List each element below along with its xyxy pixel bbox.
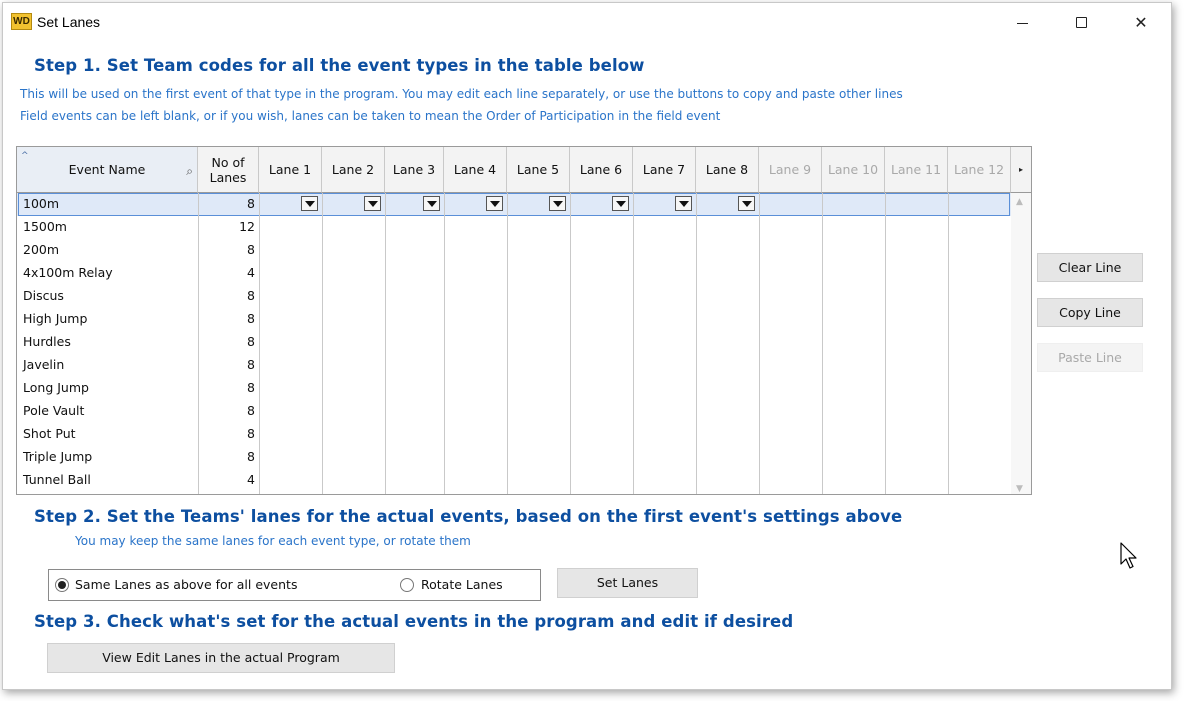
set-lanes-window [2, 2, 1172, 690]
grid-divider [696, 193, 697, 495]
lane-7-dropdown-icon[interactable] [675, 196, 692, 211]
table-row[interactable] [17, 216, 1011, 239]
step2-heading: Step 2. Set the Teams' lanes for the actual events, based on the first event's settings above [34, 507, 903, 526]
lane-8-dropdown-icon[interactable] [738, 196, 755, 211]
event-name-cell[interactable]: High Jump [23, 311, 88, 326]
header-no-of-lanes-label: No of Lanes [209, 154, 247, 185]
step1-heading: Step 1. Set Team codes for all the event types in the table below [34, 56, 645, 75]
grid-divider [198, 193, 199, 495]
header-no-of-lanes[interactable] [198, 147, 259, 193]
minimize-icon [1017, 23, 1028, 24]
header-event-name-label: Event Name [68, 162, 146, 177]
close-icon: ✕ [1134, 13, 1148, 32]
header-lane-4[interactable]: Lane 4 [444, 147, 507, 193]
lane-4-dropdown-icon[interactable] [486, 196, 503, 211]
no-of-lanes-cell[interactable]: 8 [247, 196, 255, 211]
header-lane-10[interactable]: Lane 10 [822, 147, 885, 193]
rotate-lanes-radio[interactable] [400, 578, 414, 592]
event-name-cell[interactable]: 1500m [23, 219, 67, 234]
maximize-button[interactable] [1070, 11, 1094, 35]
lane-1-dropdown-icon[interactable] [301, 196, 318, 211]
grid-divider [822, 193, 823, 495]
no-of-lanes-cell[interactable]: 8 [247, 380, 255, 395]
table-row[interactable] [17, 354, 1011, 377]
app-logo-icon: WD [11, 13, 32, 30]
no-of-lanes-cell[interactable]: 4 [247, 265, 255, 280]
grid-divider [759, 193, 760, 495]
grid-divider [885, 193, 886, 495]
grid-divider [633, 193, 634, 495]
no-of-lanes-cell[interactable]: 4 [247, 472, 255, 487]
lane-mode-group [48, 569, 541, 601]
scroll-right-icon[interactable]: ▸ [1011, 147, 1031, 193]
window-title: Set Lanes [37, 14, 101, 30]
no-of-lanes-cell[interactable]: 8 [247, 288, 255, 303]
copy-line-button[interactable]: Copy Line [1037, 298, 1143, 327]
header-lane-9[interactable]: Lane 9 [759, 147, 822, 193]
event-name-cell[interactable]: Hurdles [23, 334, 71, 349]
set-lanes-button[interactable]: Set Lanes [557, 568, 698, 598]
table-row[interactable] [17, 400, 1011, 423]
table-row[interactable] [17, 308, 1011, 331]
lane-6-dropdown-icon[interactable] [612, 196, 629, 211]
event-name-cell[interactable]: 200m [23, 242, 60, 257]
no-of-lanes-cell[interactable]: 8 [247, 334, 255, 349]
same-lanes-radio[interactable] [55, 578, 69, 592]
table-row[interactable] [17, 446, 1011, 469]
table-row[interactable] [17, 377, 1011, 400]
event-name-cell[interactable]: Shot Put [23, 426, 76, 441]
event-name-cell[interactable]: Long Jump [23, 380, 89, 395]
table-row[interactable] [17, 262, 1011, 285]
maximize-icon [1076, 17, 1087, 28]
table-row[interactable] [17, 469, 1011, 492]
event-name-cell[interactable]: Tunnel Ball [23, 472, 91, 487]
no-of-lanes-cell[interactable]: 8 [247, 311, 255, 326]
table-row[interactable] [17, 423, 1011, 446]
header-lane-7[interactable]: Lane 7 [633, 147, 696, 193]
no-of-lanes-cell[interactable]: 12 [239, 219, 255, 234]
mouse-cursor-icon [1118, 541, 1138, 571]
header-lane-12[interactable]: Lane 12 [948, 147, 1011, 193]
grid-divider [948, 193, 949, 495]
grid-divider [444, 193, 445, 495]
grid-divider [322, 193, 323, 495]
header-lane-3[interactable]: Lane 3 [385, 147, 444, 193]
no-of-lanes-cell[interactable]: 8 [247, 357, 255, 372]
rotate-lanes-label[interactable]: Rotate Lanes [421, 577, 503, 592]
sort-ascending-icon: ^ [21, 151, 29, 161]
selected-row-outline [18, 193, 1010, 216]
event-name-cell[interactable]: 100m [23, 196, 60, 211]
header-lane-6[interactable]: Lane 6 [570, 147, 633, 193]
event-name-cell[interactable]: Javelin [23, 357, 65, 372]
header-event-name[interactable] [17, 147, 198, 193]
table-row[interactable] [17, 331, 1011, 354]
grid-divider [507, 193, 508, 495]
event-lanes-grid [16, 146, 1032, 495]
grid-divider [259, 193, 260, 495]
table-row[interactable] [17, 239, 1011, 262]
event-name-cell[interactable]: 4x100m Relay [23, 265, 113, 280]
table-row[interactable] [17, 285, 1011, 308]
header-lane-5[interactable]: Lane 5 [507, 147, 570, 193]
step3-heading: Step 3. Check what's set for the actual events in the program and edit if desired [34, 612, 794, 631]
clear-line-button[interactable]: Clear Line [1037, 253, 1143, 282]
search-icon[interactable]: ⌕ [186, 164, 193, 178]
paste-line-button[interactable]: Paste Line [1037, 343, 1143, 372]
event-name-cell[interactable]: Pole Vault [23, 403, 85, 418]
header-lane-1[interactable]: Lane 1 [259, 147, 322, 193]
no-of-lanes-cell[interactable]: 8 [247, 449, 255, 464]
step2-note: You may keep the same lanes for each event type, or rotate them [75, 534, 471, 548]
grid-divider [385, 193, 386, 495]
lane-3-dropdown-icon[interactable] [423, 196, 440, 211]
no-of-lanes-cell[interactable]: 8 [247, 426, 255, 441]
scroll-down-icon[interactable]: ▼ [1016, 484, 1023, 494]
event-name-cell[interactable]: Discus [23, 288, 64, 303]
same-lanes-label[interactable]: Same Lanes as above for all events [75, 577, 298, 592]
header-lane-2[interactable]: Lane 2 [322, 147, 385, 193]
minimize-button[interactable] [1011, 11, 1035, 35]
close-button[interactable] [1129, 11, 1153, 35]
no-of-lanes-cell[interactable]: 8 [247, 242, 255, 257]
lane-2-dropdown-icon[interactable] [364, 196, 381, 211]
table-row[interactable] [17, 193, 1011, 216]
event-name-cell[interactable]: Triple Jump [23, 449, 93, 464]
vertical-scrollbar[interactable] [1011, 193, 1031, 495]
grid-divider [570, 193, 571, 495]
lane-5-dropdown-icon[interactable] [549, 196, 566, 211]
no-of-lanes-cell[interactable]: 8 [247, 403, 255, 418]
step1-note-1: This will be used on the first event of that type in the program. You may edit each line separately, or use the buttons to copy and paste other lines [20, 87, 903, 101]
scroll-up-icon[interactable]: ▲ [1016, 197, 1023, 207]
header-lane-8[interactable]: Lane 8 [696, 147, 759, 193]
step1-note-2: Field events can be left blank, or if you wish, lanes can be taken to mean the Order of Participation in the field event [20, 109, 721, 123]
title-bar [3, 3, 1171, 43]
view-edit-lanes-button[interactable]: View Edit Lanes in the actual Program [47, 643, 395, 673]
header-lane-11[interactable]: Lane 11 [885, 147, 948, 193]
